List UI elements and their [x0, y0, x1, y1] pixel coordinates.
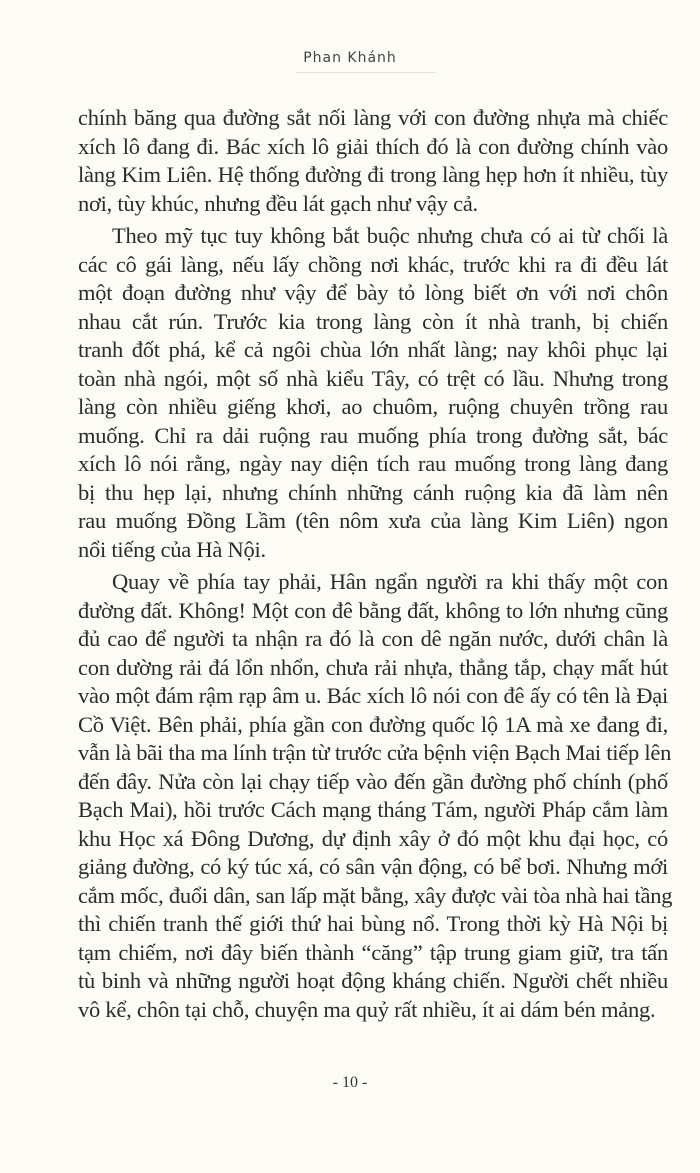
- paragraph: [78, 104, 668, 218]
- text-line: làng Kim Liên. Hệ thống đường đi trong làng hẹp hơn ít nhiều, tùy: [78, 162, 668, 187]
- text-line: các cô gái làng, nếu lấy chồng nơi khác, trước khi ra đi đều lát: [78, 251, 668, 277]
- text-line: thì chiến tranh thế giới thứ hai bùng nổ. Trong thời kỳ Hà Nội bị: [78, 911, 668, 936]
- text-line: toàn nhà ngói, một số nhà kiểu Tây, có trệt có lầu. Nhưng trong: [78, 365, 668, 391]
- text-line: cắm mốc, đuổi dân, san lấp mặt bằng, xây được vài tòa nhà hai tầng: [78, 882, 673, 908]
- text-line: tạm chiếm, nơi đây biến thành “căng” tập trung giam giữ, tra tấn: [78, 939, 668, 965]
- text-line: con dường rải đá lổn nhổn, chưa rải nhựa, thẳng tắp, chạy mất hút: [78, 654, 668, 680]
- text-line: bị thu hẹp lại, nhưng chính những cánh ruộng kia đã làm nên: [78, 479, 668, 505]
- text-line: một đoạn đường như vậy để bày tỏ lòng biết ơn với nơi chôn: [78, 280, 668, 305]
- text-line: nơi, tùy khúc, nhưng đều lát gạch như vậy cả.: [78, 190, 478, 216]
- text-line: muống. Chỉ ra dải ruộng rau muống phía trong đường sắt, bác: [78, 422, 668, 448]
- text-line: nổi tiếng của Hà Nội.: [78, 536, 266, 562]
- text-line: vào một đám rậm rạp âm u. Bác xích lô nói con đê ấy có tên là Đại: [78, 683, 668, 708]
- header-rule: [296, 72, 436, 73]
- text-line: tù binh và những người hoạt động kháng chiến. Người chết nhiều: [78, 968, 668, 993]
- text-line: Cồ Việt. Bên phải, phía gần con đường quốc lộ 1A mà xe đang đi,: [78, 711, 668, 737]
- text-line: làng còn nhiều giếng khơi, ao chuôm, ruộng chuyên trồng rau: [78, 394, 668, 419]
- text-line: vô kể, chôn tại chỗ, chuyện ma quỷ rất nhiều, ít ai dám bén mảng.: [78, 996, 656, 1022]
- text-line: đường đất. Không! Một con đê bằng đất, không to lớn nhưng cũng: [78, 597, 668, 623]
- text-line: xích lô đang đi. Bác xích lô giải thích đó là con đường chính vào: [78, 133, 668, 159]
- paragraph: [78, 222, 668, 564]
- text-line: đến đây. Nửa còn lại chạy tiếp vào đến gần đường phố chính (phố: [78, 768, 668, 794]
- text-line: vẫn là bãi tha ma lính trận từ trước cửa bệnh viện Bạch Mai tiếp lên: [78, 740, 672, 765]
- text-line: nhau cắt rún. Trước kia trong làng còn ít nhà tranh, bị chiến: [78, 308, 668, 334]
- text-line: giảng đường, có ký túc xá, có sân vận động, có bể bơi. Nhưng mới: [78, 854, 668, 879]
- body-text: [78, 104, 673, 1028]
- page-number: - 10 -: [332, 1074, 368, 1091]
- text-line: khu Học xá Đông Dương, dự định xây ở đó một khu đại học, có: [78, 825, 668, 851]
- text-line: tranh đốt phá, kể cả ngôi chùa lớn nhất làng; nay khôi phục lại: [78, 337, 668, 362]
- text-line: Quay về phía tay phải, Hân ngẩn người ra khi thấy một con: [112, 569, 668, 594]
- running-header-author: Phan Khánh: [303, 50, 397, 66]
- text-line: đủ cao để người ta nhận ra đó là con dê ngăn nước, dưới chân là: [78, 626, 668, 651]
- text-line: xích lô nói rằng, ngày nay diện tích rau muống trong làng đang: [78, 451, 668, 476]
- text-line: chính băng qua đường sắt nối làng với con đường nhựa mà chiếc: [78, 105, 668, 130]
- text-line: Theo mỹ tục tuy không bắt buộc nhưng chưa có ai từ chối là: [112, 223, 668, 248]
- text-line: Bạch Mai), hồi trước Cách mạng tháng Tám, người Pháp cắm làm: [78, 797, 668, 822]
- text-line: rau muống Đồng Lầm (tên nôm xưa của làng Kim Liên) ngon: [78, 508, 668, 533]
- paragraph: [78, 568, 673, 1024]
